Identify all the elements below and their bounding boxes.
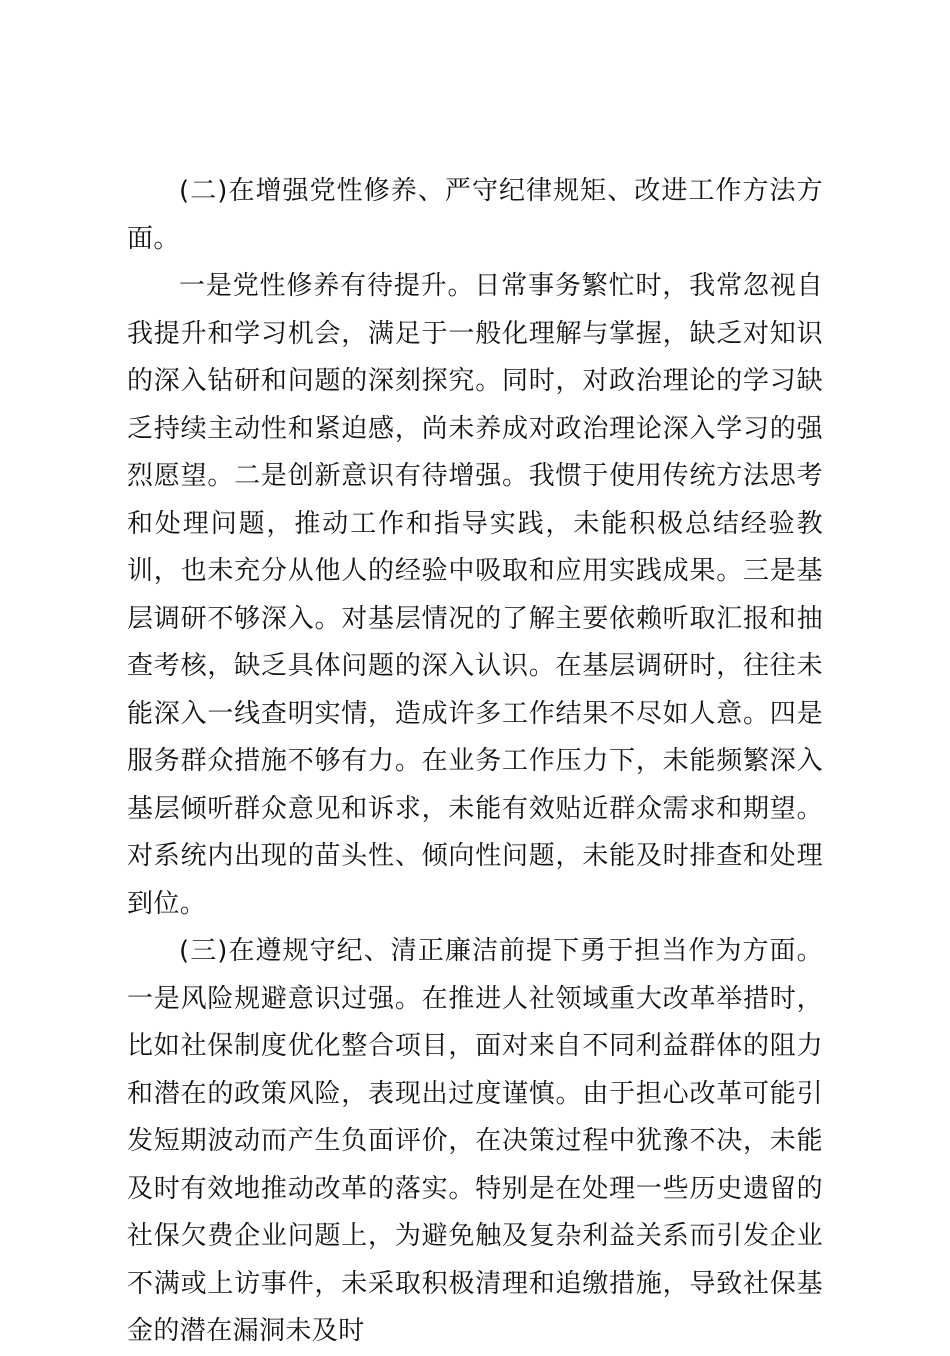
- paragraph-party-spirit: 一是党性修养有待提升。日常事务繁忙时，我常忽视自我提升和学习机会，满足于一般化理解与掌握，缺乏对知识的深入钻研和问题的深刻探究。同时，对政治理论的学习缺乏持续主动性和紧迫感，尚未养成对政治理论深入学习的强烈愿望。二是创新意识有待增强。我惯于使用传统方法思考和处理问题，推动工作和指导实践，未能积极总结经验教训，也未充分从他人的经验中吸取和应用实践成果。三是基层调研不够深入。对基层情况的了解主要依赖听取汇报和抽查考核，缺乏具体问题的深入认识。在基层调研时，往往未能深入一线查明实情，造成许多工作结果不尽如人意。四是服务群众措施不够有力。在业务工作压力下，未能频繁深入基层倾听群众意见和诉求，未能有效贴近群众需求和期望。对系统内出现的苗头性、倾向性问题，未能及时排查和处理到位。: [127, 271, 823, 919]
- section-heading-three: (三)在遵规守纪、清正廉洁前提下勇于担当作为方面。一是风险规避意识过强。在推进人社领域重大改革举措时，比如社保制度优化整合项目，面对来自不同利益群体的阻力和潜在的政策风险，表现出过度谨慎。由于担心改革可能引发短期波动而产生负面评价，在决策过程中犹豫不决，未能及时有效地推动改革的落实。特别是在处理一些历史遗留的社保欠费企业问题上，为避免触及复杂利益关系而引发企业不满或上访事件，未采取积极清理和追缴措施，导致社保基金的潜在漏洞未及时: [127, 936, 823, 1346]
- section-heading-two: (二)在增强党性修养、严守纪律规矩、改进工作方法方面。: [127, 176, 823, 254]
- document-body: [127, 168, 823, 1356]
